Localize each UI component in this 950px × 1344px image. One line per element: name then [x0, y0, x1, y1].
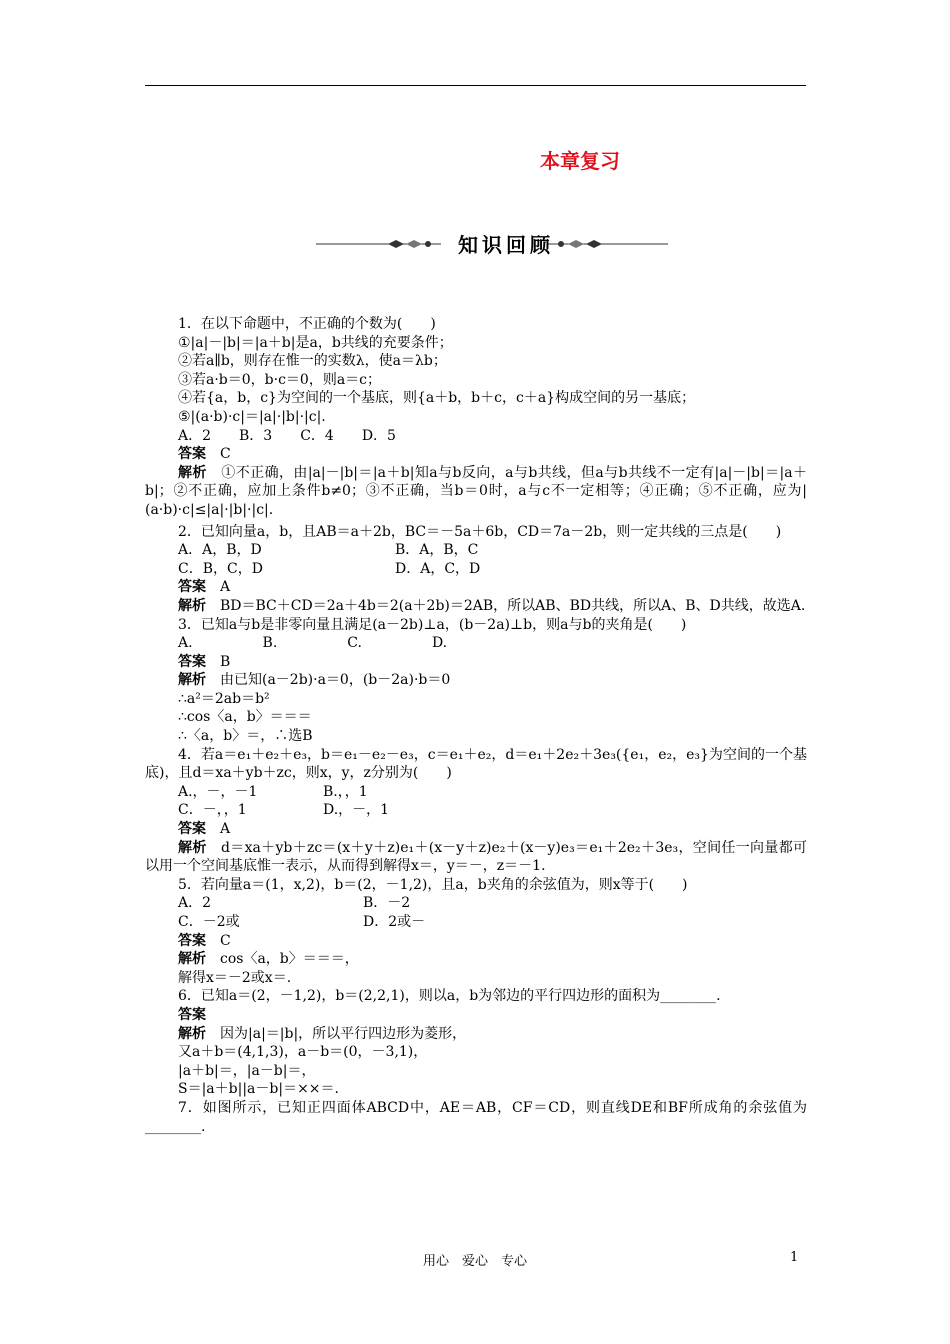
- q3-answer: B: [220, 653, 231, 670]
- analysis-label: 解析: [178, 597, 206, 614]
- q1-item-5: ⑤|(a·b)·c|＝|a|·|b|·|c|.: [178, 408, 326, 425]
- q6-analysis-3: |a＋b|＝，|a－b|＝，: [178, 1062, 316, 1079]
- answer-label: 答案: [178, 653, 206, 670]
- analysis-label: 解析: [178, 1025, 206, 1042]
- analysis-label: 解析: [178, 672, 206, 689]
- q1-item-4: ④若{a，b，c}为空间的一个基底，则{a＋b，b＋c，c＋a}构成空间的另一基底；: [178, 390, 696, 407]
- q4-answer-row: [145, 820, 807, 839]
- answer-label: 答案: [178, 579, 206, 596]
- analysis-label: 解析: [178, 839, 207, 856]
- q6-analysis-row: [145, 1025, 807, 1044]
- q1-answer: C: [220, 446, 231, 463]
- q4-stem: 4．若a＝e₁＋e₂＋e₃，b＝e₁－e₂－e₃，c＝e₁＋e₂，d＝e₁＋2e₂＋3e₃({e₁，e₂，e₃}为空间的一个基底)，且d＝xa＋yb＋zc，则x，y，z分别为( ): [145, 746, 807, 782]
- section-banner: [316, 229, 668, 259]
- q6-analysis-2: 又a＋b＝(4,1,3)，a－b＝(0，－3,1)，: [178, 1044, 428, 1061]
- q4-options-row-2: [145, 801, 807, 820]
- q1-item-2: ②若a∥b，则存在惟一的实数λ，使a＝λb；: [178, 353, 447, 370]
- q4-option-b: B.，，1: [323, 783, 368, 800]
- q2-option-b: B．A，B，C: [395, 542, 479, 559]
- answer-label: 答案: [178, 821, 206, 838]
- analysis-label: 解析: [178, 464, 207, 481]
- q3-analysis-4: ∴〈a，b〉＝，∴选B: [178, 728, 313, 745]
- q6-analysis-4: S＝|a＋b||a－b|＝××＝.: [178, 1081, 339, 1098]
- chapter-title: 本章复习: [540, 149, 620, 173]
- q2-option-c: C．B，C，D: [178, 560, 263, 577]
- q5-analysis-1: cos〈a，b〉＝＝＝，: [220, 951, 359, 968]
- q1-options: A．2 B．3 C．4 D．5: [178, 427, 396, 444]
- q2-options-row-1: [145, 541, 807, 560]
- q2-stem: 2．已知向量a，b，且AB＝a＋2b，BC＝－5a＋6b，CD＝7a－2b，则一定共线的三点是( ): [178, 523, 782, 540]
- q4-option-c: C．－，，1: [178, 802, 247, 819]
- q5-answer: C: [220, 932, 231, 949]
- q4-answer: A: [220, 821, 231, 838]
- q4-option-a: A.，－，－1: [178, 783, 258, 800]
- q2-analysis: BD＝BC＋CD＝2a＋4b＝2(a＋2b)＝2AB，所以AB、BD共线，所以A、B、D共线，故选A.: [220, 597, 806, 614]
- q3-analysis-row: [145, 671, 807, 690]
- footer-motto: 用心 爱心 专心: [422, 1254, 527, 1269]
- q2-analysis-row: [145, 597, 807, 616]
- q4-option-d: D.，－，1: [323, 802, 390, 819]
- q6-analysis-1: 因为|a|＝|b|，所以平行四边形为菱形，: [220, 1025, 467, 1042]
- q1-item-3: ③若a·b＝0，b·c＝0，则a＝c；: [178, 371, 382, 388]
- q2-options-row-2: [145, 560, 807, 579]
- q5-answer-row: [145, 932, 807, 951]
- q1-answer-row: [145, 445, 807, 464]
- q5-option-c: C．－2或: [178, 914, 240, 930]
- q5-option-a: A．2: [178, 895, 212, 912]
- answer-label: 答案: [178, 446, 206, 463]
- q3-analysis-1: 由已知(a－2b)·a＝0，(b－2a)·b＝0: [220, 672, 451, 689]
- q2-answer-row: [145, 578, 807, 597]
- q4-analysis: d＝xa＋yb＋zc＝(x＋y＋z)e₁＋(x－y＋z)e₂＋(x－y)e₃＝e₁＋2e₂＋3e₃，空间任一向量都可以用一个空间基底惟一表示，从而得到解得x＝，y＝－，z＝－1.: [145, 839, 808, 875]
- q2-answer: A: [220, 579, 231, 596]
- q4-options-row-1: [145, 783, 807, 802]
- q3-stem: 3．已知a与b是非零向量且满足(a－2b)⊥a，(b－2a)⊥b，则a与b的夹角是( ): [178, 616, 687, 633]
- q1-stem: 1．在以下命题中，不正确的个数为( ): [178, 316, 436, 332]
- q4-analysis-row: [145, 839, 807, 876]
- document-body: [145, 315, 807, 1136]
- q5-options-row-1: [145, 894, 807, 913]
- q5-option-d: D．2或－: [363, 914, 426, 930]
- q6-stem: 6．已知a＝(2，－1,2)，b＝(2,2,1)，则以a，b为邻边的平行四边形的面积为________.: [178, 988, 721, 1005]
- q5-option-b: B．－2: [363, 895, 411, 912]
- answer-label: 答案: [178, 1006, 206, 1023]
- q3-analysis-2: ∴a²＝2ab＝b²: [178, 690, 270, 707]
- header-rule: [145, 85, 806, 86]
- q3-analysis-3: ∴cos〈a，b〉＝＝＝: [178, 709, 312, 726]
- q2-option-a: A．A，B，D: [178, 542, 262, 559]
- q2-option-d: D．A，C，D: [395, 560, 481, 577]
- q3-options: A. B. C. D.: [178, 635, 448, 652]
- q1-item-1: ①|a|－|b|＝|a＋b|是a，b共线的充要条件；: [178, 334, 453, 351]
- q1-analysis: ①不正确，由|a|－|b|＝|a＋b|知a与b反向，a与b共线，但a与b共线不一定有|a|－|b|＝|a＋b|；②不正确，应加上条件b≠0；③不正确，当b＝0时，a与c不一定相等；④正确；⑤不正确，应为|(a·b)·c|≤|a|·|b|·|c|.: [145, 464, 808, 518]
- analysis-label: 解析: [178, 951, 206, 968]
- q6-answer-row: [145, 1006, 807, 1025]
- q3-answer-row: [145, 653, 807, 672]
- q5-analysis-2: 解得x＝－2或x＝.: [178, 969, 292, 986]
- answer-label: 答案: [178, 932, 206, 949]
- q5-analysis-row: [145, 950, 807, 969]
- q5-stem: 5．若向量a＝(1，x,2)，b＝(2，－1,2)，且a，b夹角的余弦值为，则x等于( ): [178, 876, 688, 893]
- q7-stem: 7．如图所示，已知正四面体ABCD中，AE＝AB，CF＝CD，则直线DE和BF所成角的余弦值为________.: [145, 1099, 807, 1135]
- page-number: 1: [790, 1250, 799, 1265]
- section-title: 知识回顾: [458, 233, 554, 257]
- q5-options-row-2: [145, 913, 807, 932]
- q1-analysis-row: [145, 464, 807, 520]
